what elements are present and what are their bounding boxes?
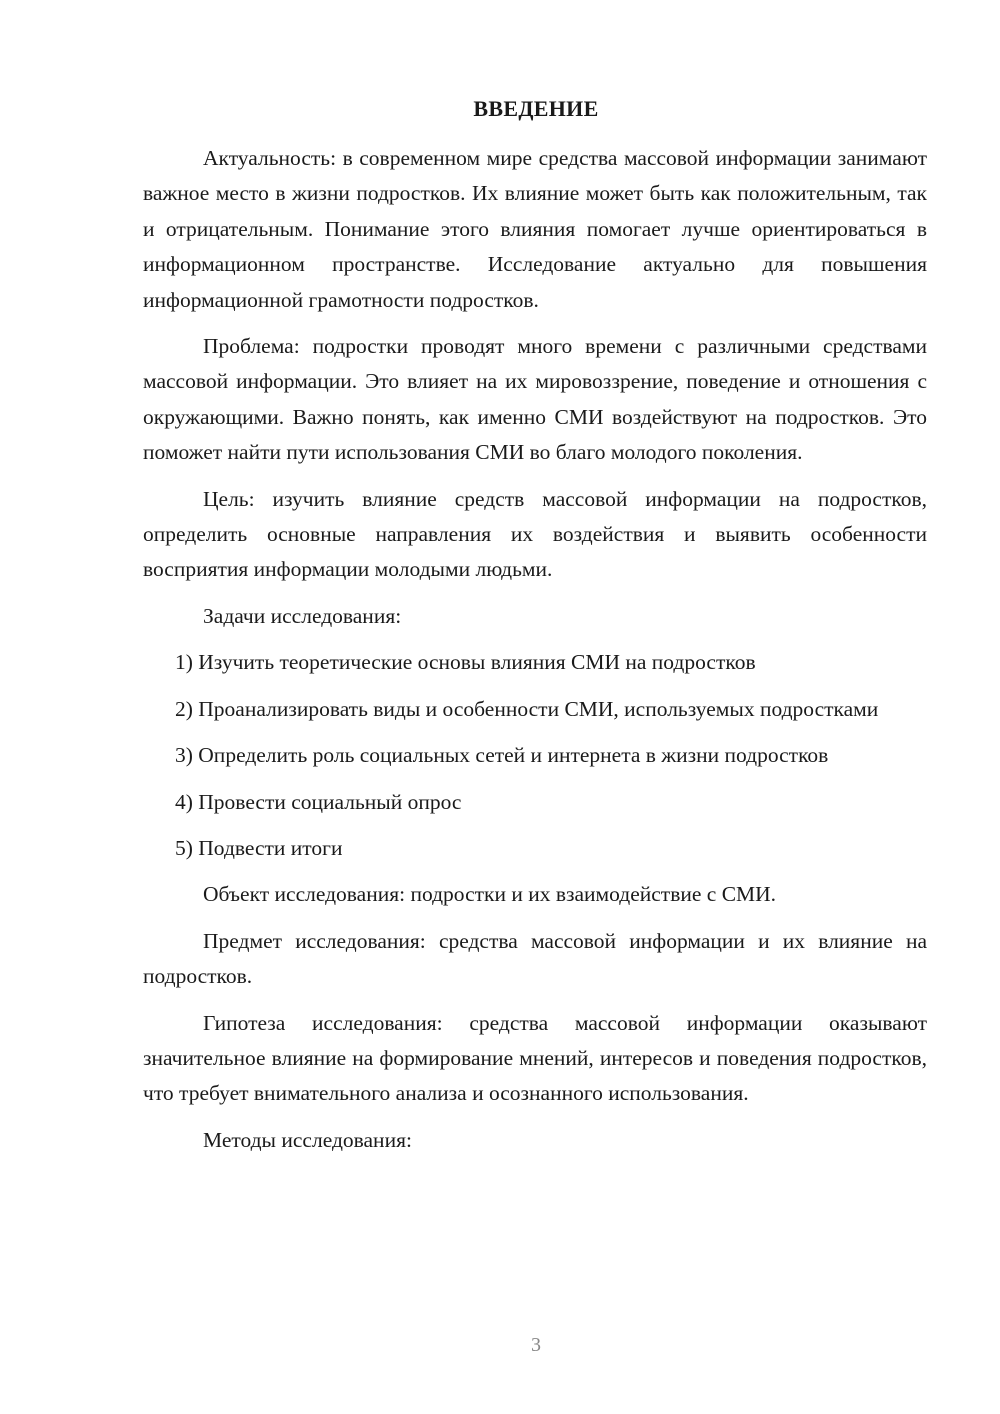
document-body	[143, 141, 927, 1169]
paragraph-subject: Предмет исследования: средства массовой информации и их влияние на подростков.	[143, 928, 927, 989]
list-item-task-4: 4) Провести социальный опрос	[175, 789, 462, 814]
paragraph-methods-heading: Методы исследования:	[203, 1127, 412, 1152]
paragraph-hypothesis: Гипотеза исследования: средства массовой информации оказывают значительное влияние на формирование мнений, интересов и поведения подростков, что требует внимательного анализа и осознанного использования.	[143, 1010, 927, 1106]
paragraph-relevance: Актуальность: в современном мире средства массовой информации занимают важное место в жизни подростков. Их влияние может быть как положительным, так и отрицательным. Понимание этого влияния помогает лучше ориентироваться в информационном пространстве. Исследование актуально для повышения информационной грамотности подростков.	[143, 146, 927, 312]
list-item-task-1: 1) Изучить теоретические основы влияния СМИ на подростков	[175, 650, 756, 675]
list-item-task-3: 3) Определить роль социальных сетей и интернета в жизни подростков	[175, 743, 829, 768]
page-number: 3	[531, 1334, 541, 1356]
paragraph-goal: Цель: изучить влияние средств массовой информации на подростков, определить основные направления их воздействия и выявить особенности восприятия информации молодыми людьми.	[143, 486, 927, 582]
list-item-task-5: 5) Подвести итоги	[175, 835, 343, 860]
paragraph-tasks-heading: Задачи исследования:	[203, 603, 402, 628]
paragraph-object: Объект исследования: подростки и их взаимодействие с СМИ.	[203, 882, 777, 907]
section-heading: ВВЕДЕНИЕ	[473, 96, 599, 121]
list-item-task-2: 2) Проанализировать виды и особенности СМИ, используемых подростками	[175, 696, 879, 721]
paragraph-problem: Проблема: подростки проводят много времени с различными средствами массовой информации. Это влияет на их мировоззрение, поведение и отношения с окружающими. Важно понять, как именно СМИ воздействуют на подростков. Это поможет найти пути использования СМИ во благо молодого поколения.	[143, 334, 927, 465]
